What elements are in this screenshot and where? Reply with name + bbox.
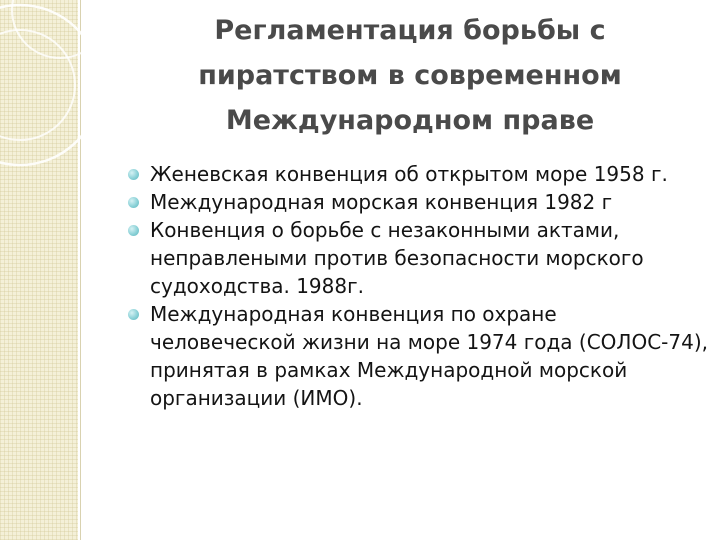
title-line-3: Международном праве	[225, 105, 595, 136]
slide-title	[110, 8, 710, 143]
bullet-text: Международная конвенция по охране человеческой жизни на море 1974 года (СОЛОС-74), принятая в рамках Международной морской организации (ИМО).	[150, 302, 708, 410]
list-item	[128, 300, 708, 412]
list-item	[128, 216, 708, 300]
bullet-text: Международная морская конвенция 1982 г	[150, 190, 613, 214]
bullet-list	[128, 160, 708, 412]
title-line-2: пиратством в современном	[198, 60, 622, 91]
bullet-icon	[128, 309, 139, 320]
bullet-text: Женевская конвенция об открытом море 1958 г.	[150, 162, 668, 186]
bullet-icon	[128, 169, 139, 180]
list-item	[128, 188, 708, 216]
title-line-1: Регламентация борьбы с	[214, 15, 606, 46]
list-item	[128, 160, 708, 188]
bullet-icon	[128, 197, 139, 208]
bullet-text: Конвенция о борьбе с незаконными актами, неправлеными против безопасности морского судоходства. 1988г.	[150, 218, 644, 298]
bullet-icon	[128, 225, 139, 236]
